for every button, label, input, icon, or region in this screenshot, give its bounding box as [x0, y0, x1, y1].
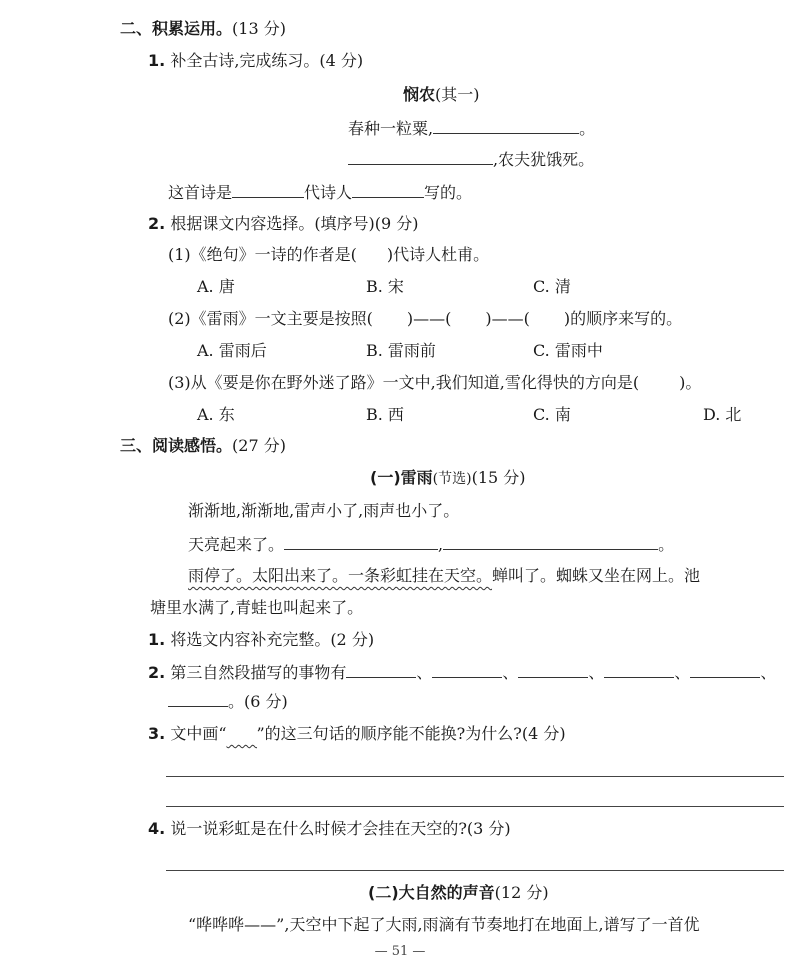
- sub-question-2: (2)《雷雨》一文主要是按照( )——( )——( )的顺序来写的。: [168, 309, 683, 328]
- answer-line-1[interactable]: [166, 776, 784, 777]
- passage-blank-1[interactable]: [284, 533, 438, 550]
- option-b: B. 雷雨前: [366, 341, 436, 360]
- sub-question-3: (3)从《要是你在野外迷了路》一文中,我们知道,雪化得快的方向是( )。: [168, 373, 702, 392]
- question-3-3: 3. 文中画“ ”的这三句话的顺序能不能换?为什么?(4 分): [148, 724, 566, 743]
- thing-blank-3[interactable]: [518, 661, 588, 678]
- thing-blank-1[interactable]: [346, 661, 416, 678]
- question-3-2-cont: 。(6 分): [168, 690, 288, 713]
- poem-title: 悯农(其一): [403, 85, 480, 104]
- option-b: B. 西: [366, 405, 404, 424]
- wavy-underlined-sentences: 雨停了。太阳出来了。一条彩虹挂在天空。: [188, 566, 493, 585]
- section2-heading: 二、积累运用。(13 分): [120, 19, 286, 38]
- page-number: — 51 —: [374, 944, 426, 959]
- question-3-1: 1. 将选文内容补充完整。(2 分): [148, 630, 375, 649]
- option-c: C. 雷雨中: [533, 341, 603, 360]
- option-a: A. 东: [197, 405, 235, 424]
- thing-blank-5[interactable]: [690, 661, 760, 678]
- thing-blank-4[interactable]: [604, 661, 674, 678]
- poem-followup: 这首诗是 代诗人 写的。: [168, 183, 473, 202]
- question-2-2: 2. 根据课文内容选择。(填序号)(9 分): [148, 214, 419, 233]
- option-c: C. 清: [533, 277, 571, 296]
- passage-line-3: 雨停了。太阳出来了。一条彩虹挂在天空。蝉叫了。蜘蛛又坐在网上。池: [188, 566, 701, 585]
- passage-line-1: 渐渐地,渐渐地,雷声小了,雨声也小了。: [188, 501, 460, 520]
- sub-question-1: (1)《绝句》一诗的作者是( )代诗人杜甫。: [168, 245, 490, 264]
- section3-heading: 三、阅读感悟。(27 分): [120, 436, 286, 455]
- passage-1-title: (一)雷雨(节选)(15 分): [370, 468, 526, 487]
- passage-2-title: (二)大自然的声音(12 分): [368, 883, 549, 902]
- thing-blank-6[interactable]: [168, 690, 228, 707]
- poem-line-1: 春种一粒粟, 。: [348, 119, 596, 138]
- answer-line-2[interactable]: [166, 806, 784, 807]
- passage-line-4: 塘里水满了,青蛙也叫起来了。: [150, 598, 364, 617]
- poem-line-2: ,农夫犹饿死。: [348, 148, 594, 171]
- passage-line-2: 天亮起来了。 , 。: [188, 535, 675, 554]
- thing-blank-2[interactable]: [432, 661, 502, 678]
- answer-line-3[interactable]: [166, 870, 784, 871]
- option-a: A. 唐: [197, 277, 235, 296]
- dynasty-blank[interactable]: [232, 181, 304, 198]
- poem-blank-1[interactable]: [433, 117, 579, 134]
- wavy-mark-sample: [227, 723, 257, 745]
- question-3-2: 2. 第三自然段描写的事物有 、 、 、 、 、: [148, 663, 777, 682]
- question-3-4: 4. 说一说彩虹是在什么时候才会挂在天空的?(3 分): [148, 819, 511, 838]
- option-a: A. 雷雨后: [197, 341, 267, 360]
- option-d: D. 北: [703, 405, 742, 424]
- poet-blank[interactable]: [352, 181, 424, 198]
- option-b: B. 宋: [366, 277, 404, 296]
- passage-blank-2[interactable]: [443, 533, 658, 550]
- poem-blank-2[interactable]: [348, 148, 493, 165]
- option-c: C. 南: [533, 405, 571, 424]
- passage-2-line-1: “哗哗哗——”,天空中下起了大雨,雨滴有节奏地打在地面上,谱写了一首优: [188, 915, 700, 934]
- question-2-1: 1. 补全古诗,完成练习。(4 分): [148, 51, 364, 70]
